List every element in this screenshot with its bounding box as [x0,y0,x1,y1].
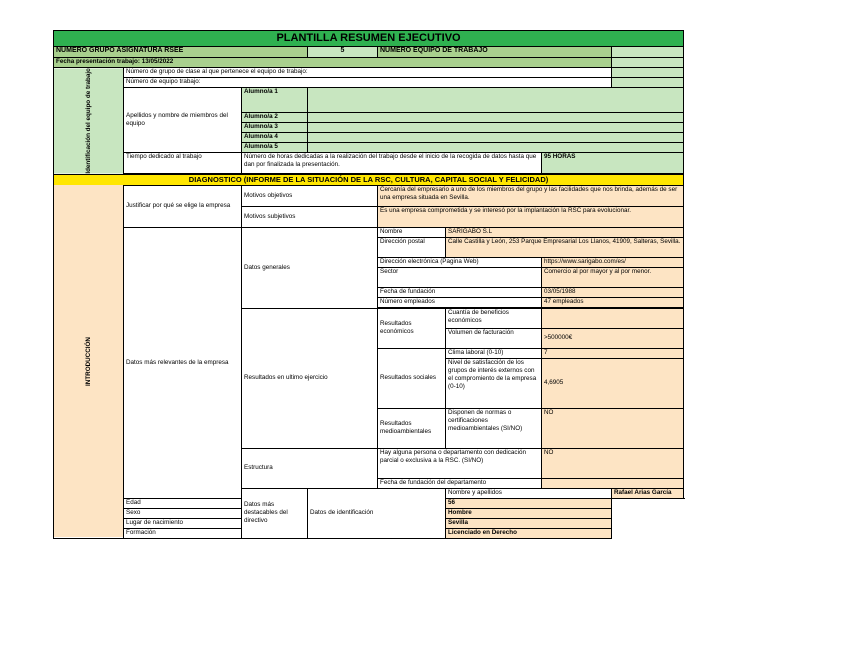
sex-value[interactable]: Hombre [446,508,612,518]
work-climate-value[interactable]: 7 [542,348,684,358]
section-introduction: INTRODUCCIÓN [54,185,124,538]
age-label: Edad [124,498,308,508]
objective-motives-label: Motivos objetivos [242,185,378,206]
member-name-field[interactable] [308,112,684,122]
environmental-results-label: Resultados medioambientales [378,408,446,448]
class-group-question: Número de grupo de clase al que pertenece el equipo de trabajo: [124,68,612,78]
economic-profit-question: Cuantía de beneficios económicos [446,308,542,328]
member-label: Alumno/a 2 [242,112,308,122]
employees-value[interactable]: 47 empleados [542,297,684,307]
member-label: Alumno/a 4 [242,132,308,142]
member-label: Alumno/a 3 [242,122,308,132]
results-label: Resultados en ultimo ejercicio [242,308,378,448]
team-label: NUMERO EQUIPO DE TRABAJO [378,47,612,58]
age-value[interactable]: 56 [446,498,612,508]
summary-sheet [53,30,683,539]
identification-data-label: Datos de identificación [308,488,446,538]
team-number-answer[interactable] [612,78,684,88]
department-date-question: Fecha de fundación del departamento [378,478,542,488]
date-extra [612,58,684,68]
address-value[interactable]: Calle Castilla y León, 253 Parque Empresarial Los Llanos, 41909, Salteras, Sevilla. [446,237,684,257]
education-label: Formación [124,528,308,538]
employees-label: Número empleados [378,297,542,307]
page-title: PLANTILLA RESUMEN EJECUTIVO [54,31,684,47]
director-data-label: Datos más destacables del directivo [242,488,308,538]
summary-table [53,30,684,539]
economic-profit-value[interactable] [542,308,684,328]
member-label: Alumno/a 1 [242,88,308,113]
justify-label: Justificar por qué se elige la empresa [124,185,242,227]
team-value[interactable] [612,47,684,58]
company-name-value[interactable]: SARIGABO S.L [446,227,684,237]
economic-results-label: Resultados económicos [378,308,446,348]
member-name-field[interactable] [308,132,684,142]
member-name-field[interactable] [308,142,684,152]
founding-date-value[interactable]: 03/05/1988 [542,287,684,297]
structure-label: Estructura [242,448,378,488]
general-data-label: Datos generales [242,227,378,308]
team-number-question: Número de equipo trabajo: [124,78,612,88]
department-date-value[interactable] [542,478,684,488]
website-value[interactable]: https://www.sarigabo.com/es/ [542,257,684,267]
rsc-department-question: Hay alguna persona o departamento con dedicación parcial o exclusiva a la RSC. (SI/NO) [378,448,542,478]
member-name-field[interactable] [308,88,684,113]
director-name-label: Nombre y apellidos [446,488,612,498]
subjective-motives-text[interactable]: Es una empresa comprometida y se interesó por la implantación la RSC para evolucionar. [378,206,684,227]
members-label: Apellidos y nombre de miembros del equipo [124,88,242,153]
website-label: Dirección electrónica (Pagina Web) [378,257,542,267]
member-name-field[interactable] [308,122,684,132]
sex-label: Sexo [124,508,308,518]
environmental-question: Disponen de normas o certificaciones medioambientales (SI/NO) [446,408,542,448]
turnover-question: Volumen de facturación [446,328,542,348]
time-value[interactable]: 95 HORAS [542,152,684,173]
turnover-value[interactable]: >500000€ [542,328,684,348]
address-label: Dirección postal [378,237,446,257]
stakeholder-satisfaction-question: Nivel de satisfacción de los grupos de interés externos con el compromiento de la empresa (0-10) [446,358,542,408]
company-name-label: Nombre [378,227,446,237]
time-label: Tiempo dedicado al trabajo [124,152,242,173]
birthplace-value[interactable]: Sevilla [446,518,612,528]
sector-value[interactable]: Comercio al por mayor y al por menor. [542,267,684,287]
stakeholder-satisfaction-value[interactable]: 4,6905 [542,358,684,408]
sector-label: Sector [378,267,542,287]
date-line: Fecha presentación trabajo: 13/05/2022 [54,58,612,68]
group-label: NUMERO GRUPO ASIGNATURA RSEE [54,47,308,58]
section-identification: Identificación del equipo de trabajo [54,68,124,175]
member-label: Alumno/a 5 [242,142,308,152]
rsc-department-value[interactable]: NO [542,448,684,478]
time-description: Número de horas dedicadas a la realización del trabajo desde el inicio de la recogida de datos hasta que dan por finalizada la presentación. [242,152,542,173]
objective-motives-text[interactable]: Cercanía del empresario a uno de los miembros del grupo y las facilidades que nos brinda, además de ser una empresa situada en Sevilla. [378,185,684,206]
director-name-value[interactable]: Rafael Arias García [612,488,684,498]
work-climate-question: Clima laboral (0-10) [446,348,542,358]
birthplace-label: Lugar de nacimiento [124,518,308,528]
diagnostico-header: DIAGNOSTICO (INFORME DE LA SITUACIÓN DE LA RSC, CULTURA, CAPITAL SOCIAL Y FELICIDAD) [54,174,684,185]
company-data-label: Datos más relevantes de la empresa [124,227,242,498]
class-group-answer[interactable] [612,68,684,78]
subjective-motives-label: Motivos subjetivos [242,206,378,227]
education-value[interactable]: Licenciado en Derecho [446,528,612,538]
founding-date-label: Fecha de fundación [378,287,542,297]
social-results-label: Resultados sociales [378,348,446,408]
group-value[interactable]: 5 [308,47,378,58]
environmental-value[interactable]: NO [542,408,684,448]
